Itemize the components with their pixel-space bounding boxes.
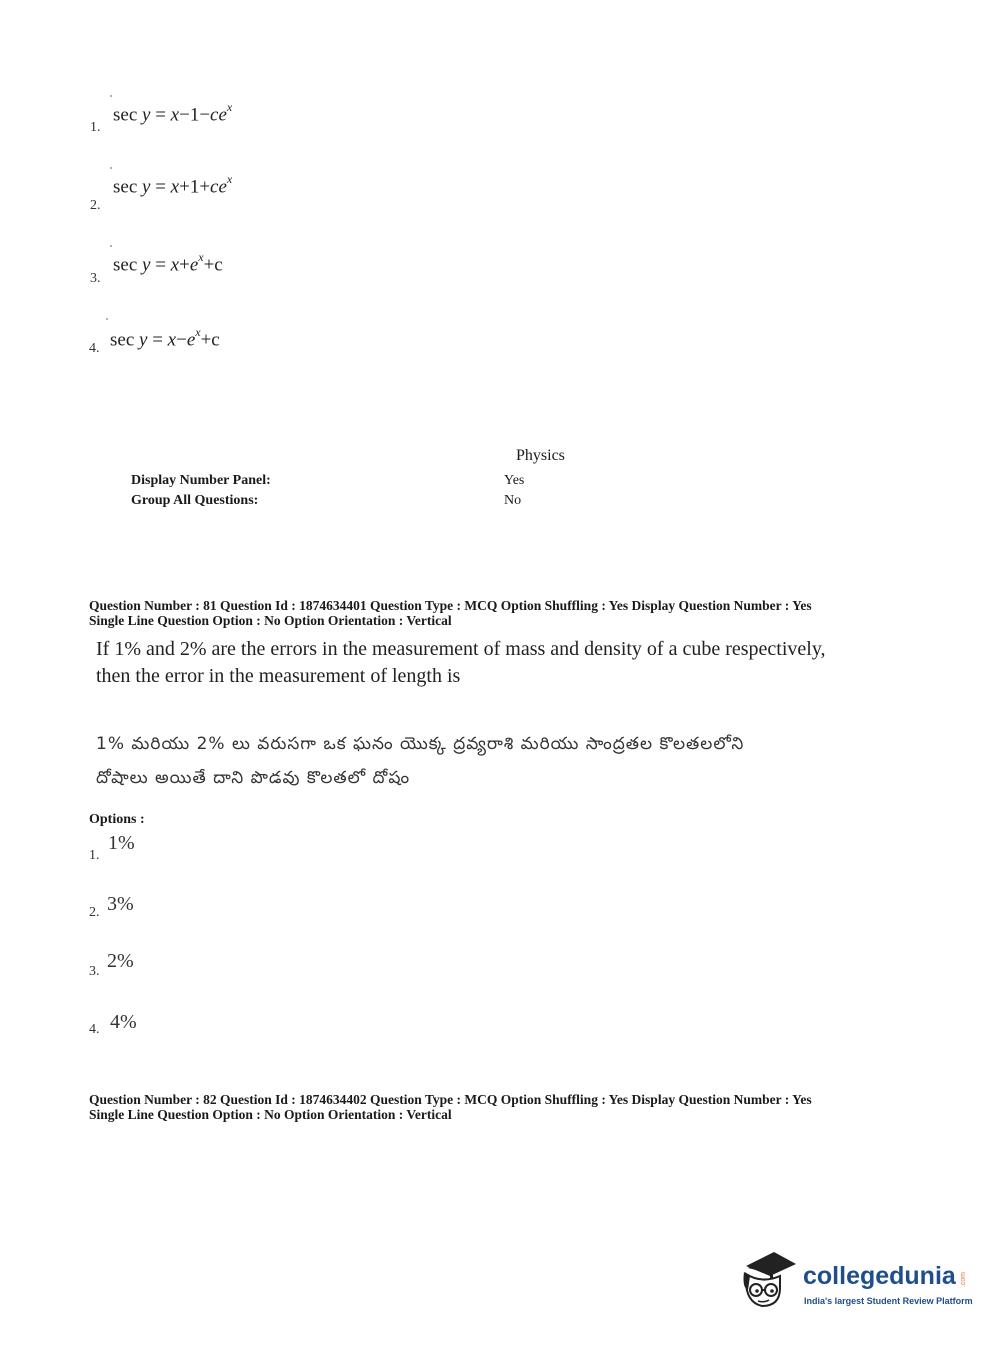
prev-option-1-number: 1. xyxy=(90,120,101,135)
mascot-icon xyxy=(740,1248,800,1314)
option-1-number: 1. xyxy=(89,848,100,863)
section-title: Physics xyxy=(516,447,565,464)
question-81-meta-line-2: Single Line Question Option : No Option Orientation : Vertical xyxy=(89,613,452,628)
collegedunia-logo[interactable] xyxy=(740,1248,973,1320)
question-81-text-te: 1% మరియు 2% లు వరుసగా ఒక ఘనం యొక్క ద్రవ్యరాశి మరియు సాంద్రతల కొలతలలోని దోషాలు అయితే దాని పొడవు కొలతలో దోషం xyxy=(96,734,745,788)
option-2-value[interactable]: 3% xyxy=(107,893,134,915)
prev-option-4-number: 4. xyxy=(89,341,100,356)
logo-wordmark: collegedunia xyxy=(803,1262,956,1290)
prev-option-1-equation: $\sec y = x-1-ce^x$ xyxy=(113,100,233,126)
display-number-panel-value: Yes xyxy=(504,473,525,488)
option-4-value[interactable]: 4% xyxy=(110,1011,137,1033)
prev-option-4-equation: $\sec y = x-e^x+c$ xyxy=(110,325,220,351)
question-82-meta-line-1: Question Number : 82 Question Id : 1874634402 Question Type : MCQ Option Shuffling : Yes Display Question Number : Yes xyxy=(89,1092,812,1107)
group-all-questions-label: Group All Questions: xyxy=(131,493,259,508)
prev-option-2-number: 2. xyxy=(90,198,101,213)
question-82-meta-line-2: Single Line Question Option : No Option Orientation : Vertical xyxy=(89,1107,452,1122)
logo-com-suffix: .com xyxy=(960,1272,967,1288)
display-number-panel-label: Display Number Panel: xyxy=(131,473,271,488)
options-label: Options : xyxy=(89,812,145,827)
option-4-number: 4. xyxy=(89,1022,100,1037)
prev-option-3-number: 3. xyxy=(90,271,101,286)
question-81-meta-line-1: Question Number : 81 Question Id : 1874634401 Question Type : MCQ Option Shuffling : Yes Display Question Number : Yes xyxy=(89,598,812,613)
option-3-value[interactable]: 2% xyxy=(107,950,134,972)
option-3-number: 3. xyxy=(89,964,100,979)
question-81-text-en: If 1% and 2% are the errors in the measurement of mass and density of a cube respectively, then the error in the measurement of length is xyxy=(96,638,826,687)
group-all-questions-value: No xyxy=(504,493,522,508)
option-1-value[interactable]: 1% xyxy=(108,832,135,854)
option-2-number: 2. xyxy=(89,905,100,920)
logo-tagline: India's largest Student Review Platform xyxy=(804,1296,973,1306)
prev-option-2-equation: $\sec y = x+1+ce^x$ xyxy=(113,172,233,198)
prev-option-3-equation: $\sec y = x+e^x+c$ xyxy=(113,250,223,276)
